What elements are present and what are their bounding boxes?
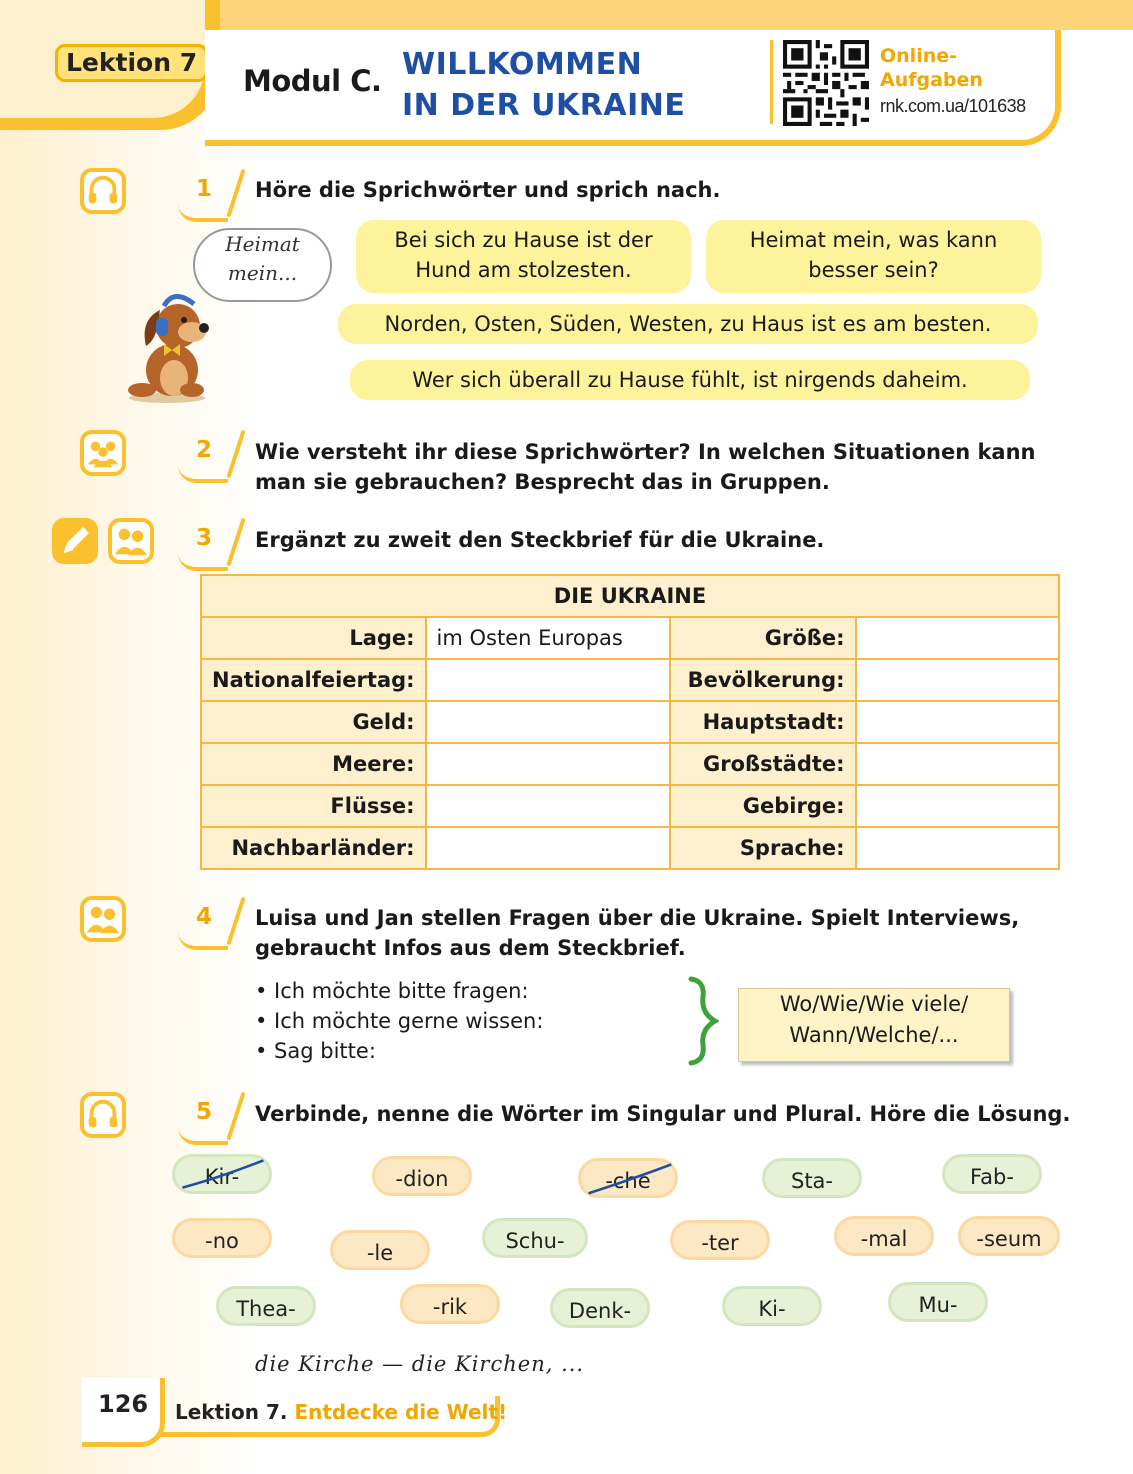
example-answer: die Kirche — die Kirchen, ...	[255, 1352, 585, 1376]
syllable-text: -dion	[395, 1167, 449, 1191]
footer-chapter: Entdecke die Welt!	[294, 1400, 508, 1424]
note-line2: Wann/Welche/...	[789, 1023, 959, 1047]
exercise-number-2-text: 2	[196, 437, 213, 463]
row-label: Nachbarländer:	[201, 827, 426, 869]
green-brace	[683, 975, 719, 1067]
pair-work-icon	[80, 896, 126, 942]
ex2-task-line2: man sie gebrauchen? Besprecht das in Gruppen.	[255, 470, 830, 494]
syllable-card[interactable]	[550, 1288, 650, 1328]
ex4-task	[255, 903, 1065, 963]
row-value-field[interactable]	[856, 659, 1059, 701]
syllable-card[interactable]	[216, 1286, 316, 1326]
exercise-number-5	[196, 1099, 236, 1139]
table-title: DIE UKRAINE	[201, 575, 1059, 617]
table-row	[201, 617, 1059, 659]
strike-line	[581, 1161, 675, 1195]
online-tasks-label	[880, 44, 983, 92]
syllable-card[interactable]	[578, 1158, 678, 1198]
row-label: Größe:	[670, 617, 856, 659]
header-top-band	[200, 0, 1133, 30]
row-value-field[interactable]	[426, 785, 670, 827]
row-value-field[interactable]	[856, 701, 1059, 743]
lektion-tag: Lektion 7	[55, 44, 208, 82]
syllable-card[interactable]	[172, 1218, 272, 1258]
proverb-2	[706, 220, 1041, 293]
syllable-card[interactable]	[670, 1220, 770, 1260]
proverb-2-line1: Heimat mein, was kann	[749, 228, 998, 252]
row-value-field[interactable]	[856, 785, 1059, 827]
syllable-card[interactable]	[330, 1230, 430, 1270]
footer-lektion: Lektion 7.	[175, 1400, 288, 1424]
table-row	[201, 701, 1059, 743]
pair-work-icon	[108, 518, 154, 564]
page-title-line1: WILLKOMMEN	[402, 47, 643, 82]
syllable-card[interactable]	[942, 1154, 1042, 1194]
ex2-task-line1: Wie versteht ihr diese Sprichwörter? In welchen Situationen kann	[255, 440, 1036, 464]
bubble-line2: mein...	[227, 261, 298, 285]
list-item: • Ich möchte bitte fragen:	[255, 979, 529, 1003]
syllable-text: Mu-	[918, 1293, 958, 1317]
proverb-1	[356, 220, 691, 293]
ex4-task-line2: gebraucht Infos aus dem Steckbrief.	[255, 936, 686, 960]
ex5-task: Verbinde, nenne die Wörter im Singular und Plural. Höre die Lösung.	[255, 1102, 1071, 1126]
row-value-field[interactable]	[426, 743, 670, 785]
row-value-field[interactable]: im Osten Europas	[426, 617, 670, 659]
bubble-line1: Heimat	[225, 232, 300, 256]
row-label: Hauptstadt:	[670, 701, 856, 743]
syllable-card[interactable]	[172, 1154, 272, 1194]
syllable-text: Schu-	[505, 1229, 565, 1253]
table-row	[201, 785, 1059, 827]
syllable-card[interactable]	[482, 1218, 588, 1258]
modul-label: Modul C.	[243, 64, 382, 98]
exercise-number-3-text: 3	[196, 525, 213, 551]
exercise-number-4-text: 4	[196, 904, 213, 930]
row-value-field[interactable]	[426, 701, 670, 743]
proverb-3-line1: Norden, Osten, Süden, Westen, zu Haus ist es am besten.	[384, 312, 992, 336]
exercise-number-5-text: 5	[196, 1099, 213, 1125]
online-url[interactable]: rnk.com.ua/101638	[880, 96, 1026, 116]
pencil-icon	[52, 518, 98, 564]
syllable-text: Thea-	[236, 1297, 296, 1321]
syllable-text: -ter	[701, 1231, 739, 1255]
phrase-list	[255, 976, 543, 1066]
exercise-number-4	[196, 904, 236, 944]
exercise-number-3	[196, 525, 236, 565]
syllable-text: Sta-	[790, 1169, 833, 1193]
row-label: Geld:	[201, 701, 426, 743]
row-label: Bevölkerung:	[670, 659, 856, 701]
syllable-text: Fab-	[970, 1165, 1014, 1189]
row-value-field[interactable]	[426, 659, 670, 701]
syllable-text: Denk-	[568, 1299, 632, 1323]
online-line2: Aufgaben	[880, 69, 983, 91]
row-label: Flüsse:	[201, 785, 426, 827]
syllable-text: -le	[366, 1241, 394, 1265]
syllable-card[interactable]	[834, 1216, 934, 1256]
ex4-task-line1: Luisa und Jan stellen Fragen über die Ukraine. Spielt Interviews,	[255, 906, 1020, 930]
table-row	[201, 743, 1059, 785]
row-value-field[interactable]	[856, 617, 1059, 659]
qr-code-icon[interactable]	[783, 40, 869, 126]
syllable-text: -seum	[976, 1227, 1042, 1251]
proverb-4	[350, 360, 1030, 400]
steckbrief-table	[200, 574, 1060, 870]
row-label: Meere:	[201, 743, 426, 785]
syllable-text: Kir-	[204, 1165, 240, 1189]
row-label: Nationalfeiertag:	[201, 659, 426, 701]
row-label: Großstädte:	[670, 743, 856, 785]
table-row	[201, 659, 1059, 701]
proverb-4-line1: Wer sich überall zu Hause fühlt, ist nirgends daheim.	[412, 368, 968, 392]
syllable-text: -no	[205, 1229, 239, 1253]
question-words-note	[738, 988, 1010, 1062]
syllable-text: Ki-	[758, 1297, 786, 1321]
page-title-line2: IN DER UKRAINE	[402, 88, 686, 123]
syllable-card[interactable]	[400, 1284, 500, 1324]
online-line1: Online-	[880, 45, 958, 67]
headphones-icon	[80, 1092, 126, 1138]
syllable-card[interactable]	[722, 1286, 822, 1326]
row-value-field[interactable]	[856, 743, 1059, 785]
ex2-task	[255, 437, 1065, 497]
syllable-card[interactable]	[958, 1216, 1060, 1256]
page-title	[402, 44, 685, 126]
syllable-card[interactable]	[762, 1158, 862, 1198]
exercise-number-2	[196, 437, 236, 477]
row-value-field[interactable]	[426, 827, 670, 869]
proverb-1-line1: Bei sich zu Hause ist der	[394, 228, 653, 252]
syllable-text: -che	[605, 1169, 651, 1193]
syllable-card[interactable]	[372, 1156, 472, 1196]
dog-with-headphones-illustration	[112, 290, 222, 405]
note-line1: Wo/Wie/Wie viele/	[779, 992, 969, 1016]
syllable-text: -mal	[860, 1227, 908, 1251]
group-icon	[80, 430, 126, 476]
proverb-3	[338, 304, 1038, 344]
exercise-number-1-text: 1	[196, 176, 213, 202]
proverb-2-line2: besser sein?	[808, 258, 939, 282]
ex3-task: Ergänzt zu zweit den Steckbrief für die Ukraine.	[255, 528, 825, 552]
ex1-task: Höre die Sprichwörter und sprich nach.	[255, 178, 721, 202]
syllable-card[interactable]	[888, 1282, 988, 1322]
exercise-number-1	[196, 176, 236, 216]
header-divider	[770, 40, 773, 124]
headphones-icon	[80, 168, 126, 214]
list-item: • Sag bitte:	[255, 1039, 376, 1063]
row-value-field[interactable]	[856, 827, 1059, 869]
footer-text	[175, 1400, 507, 1424]
page-number: 126	[98, 1390, 149, 1418]
syllable-text: -rik	[432, 1295, 468, 1319]
table-header-row	[201, 575, 1059, 617]
strike-line	[175, 1157, 269, 1191]
row-label: Sprache:	[670, 827, 856, 869]
table-row	[201, 827, 1059, 869]
row-label: Gebirge:	[670, 785, 856, 827]
row-label: Lage:	[201, 617, 426, 659]
list-item: • Ich möchte gerne wissen:	[255, 1009, 544, 1033]
proverb-1-line2: Hund am stolzesten.	[415, 258, 632, 282]
